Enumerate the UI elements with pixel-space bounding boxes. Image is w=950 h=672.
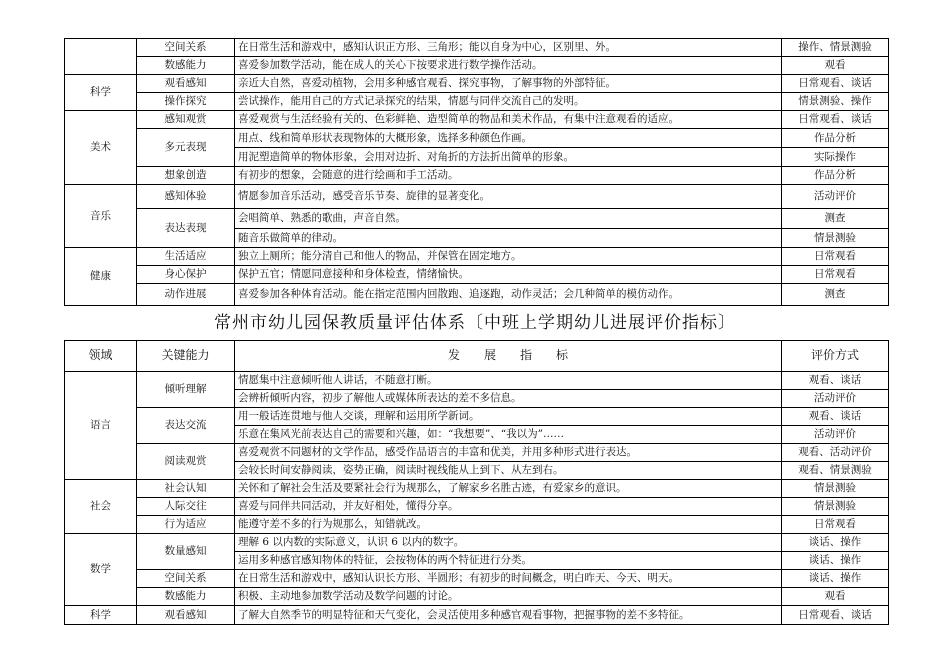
- ability-cell: 多元表现: [137, 129, 235, 167]
- indicator-cell: 情愿参加音乐活动，感受音乐节奏、旋律的显著变化。: [235, 185, 782, 209]
- indicator-cell: 喜爱与同伴共同活动，并友好相处，懂得分享。: [235, 498, 782, 516]
- ability-cell: 观看感知: [137, 606, 235, 625]
- indicator-cell: 在日常生活和游戏中，感知认识长方形、半圆形；有初步的时间概念，明白昨天、今天、明天。: [235, 570, 782, 588]
- method-cell: 日常观看: [782, 516, 889, 534]
- ability-cell: 感知体验: [137, 185, 235, 209]
- method-cell: 观看、活动评价: [782, 444, 889, 462]
- ability-cell: 生活适应: [137, 248, 235, 266]
- table-row: [65, 444, 889, 462]
- method-cell: 观看: [782, 588, 889, 606]
- domain-cell: 科学: [65, 606, 137, 625]
- method-cell: 谈话、操作: [782, 552, 889, 570]
- indicator-cell: 积极、主动地参加数学活动及数学问题的讨论。: [235, 588, 782, 606]
- table-row: [65, 167, 889, 185]
- domain-cell: 社会: [65, 480, 137, 534]
- indicator-cell: 理解 6 以内数的实际意义，认识 6 以内的数字。: [235, 534, 782, 552]
- method-cell: 谈话、操作: [782, 570, 889, 588]
- method-cell: 作品分析: [782, 129, 889, 148]
- method-cell: 作品分析: [782, 167, 889, 185]
- table-row: [65, 57, 889, 75]
- indicator-cell: 亲近大自然，喜爱动植物，会用多种感官观看、探究事物，了解事物的外部特征。: [235, 75, 782, 93]
- ability-cell: 动作进展: [137, 284, 235, 306]
- method-cell: 情景测验: [782, 498, 889, 516]
- table-row: [65, 266, 889, 284]
- indicator-cell: 喜爱观赏与生活经验有关的、色彩鲜艳、造型简单的物品和美术作品，有集中注意观看的适应。: [235, 111, 782, 129]
- indicator-cell: 用泥塑造简单的物体形象，会用对边折、对角折的方法折出简单的形象。: [235, 148, 782, 167]
- table-row: [65, 284, 889, 306]
- domain-cell: 美术: [65, 111, 137, 185]
- indicator-cell: 乐意在集风光前表达自己的需要和兴趣，如：“我想要”、“我以为”……: [235, 426, 782, 444]
- domain-cell: 健康: [65, 248, 137, 306]
- ability-cell: 空间关系: [137, 570, 235, 588]
- indicator-cell: 运用多种感官感知物体的特征，会按物体的两个特征进行分类。: [235, 552, 782, 570]
- table-row: [65, 185, 889, 209]
- domain-cell: [65, 39, 137, 75]
- ability-cell: 数感能力: [137, 57, 235, 75]
- method-cell: 日常观看: [782, 266, 889, 284]
- table-row: [65, 498, 889, 516]
- ability-cell: 人际交往: [137, 498, 235, 516]
- indicator-cell: 有初步的想象，会随意的进行绘画和手工活动。: [235, 167, 782, 185]
- ability-cell: 空间关系: [137, 39, 235, 57]
- ability-cell: 身心保护: [137, 266, 235, 284]
- table-row: [65, 248, 889, 266]
- table-row: [65, 372, 889, 390]
- ability-cell: 表达交流: [137, 408, 235, 444]
- ability-cell: 数感能力: [137, 588, 235, 606]
- method-cell: 观看、谈话: [782, 372, 889, 390]
- method-cell: 测查: [782, 284, 889, 306]
- ability-cell: 阅读观赏: [137, 444, 235, 480]
- indicator-cell: 用点、线和简单形状表现物体的大概形象，选择多种颜色作画。: [235, 129, 782, 148]
- indicator-cell: 会唱简单、熟悉的歌曲，声音自然。: [235, 209, 782, 229]
- ability-cell: 倾听理解: [137, 372, 235, 408]
- page-title: 常州市幼儿园保教质量评估体系〔中班上学期幼儿进展评价指标〕: [214, 313, 736, 333]
- ability-cell: 感知观赏: [137, 111, 235, 129]
- ability-cell: 数量感知: [137, 534, 235, 570]
- table-row: [65, 480, 889, 498]
- method-cell: 实际操作: [782, 148, 889, 167]
- method-cell: 日常观看、谈话: [782, 75, 889, 93]
- indicator-cell: 喜爱参加数学活动，能在成人的关心下按要求进行数学操作活动。: [235, 57, 782, 75]
- indicator-cell: 喜爱参加各种体育活动。能在指定范围内回散跑、追逐跑，动作灵活；会几种简单的模仿动作。: [235, 284, 782, 306]
- indicator-cell: 保护五官；情愿同意接种和身体检查，情绪愉快。: [235, 266, 782, 284]
- table-row: [65, 111, 889, 129]
- method-cell: 活动评价: [782, 426, 889, 444]
- method-cell: 情景测验、操作: [782, 93, 889, 111]
- indicator-cell: 在日常生活和游戏中，感知认识正方形、三角形；能以自身为中心，区别里、外。: [235, 39, 782, 57]
- table-row: [65, 534, 889, 552]
- method-cell: 观看、谈话: [782, 408, 889, 426]
- evaluation-table-top: [64, 38, 889, 306]
- indicator-cell: 情愿集中注意倾听他人讲话，不随意打断。: [235, 372, 782, 390]
- method-cell: 测查: [782, 209, 889, 229]
- table-header-row: [65, 341, 889, 372]
- table-row: [65, 129, 889, 148]
- method-cell: 情景测验: [782, 480, 889, 498]
- header-ability: 关键能力: [137, 341, 235, 372]
- ability-cell: 行为适应: [137, 516, 235, 534]
- table-row: [65, 209, 889, 229]
- indicator-cell: 了解大自然季节的明显特征和天气变化，会灵活使用多种感官观看事物，把握事物的差不多特征。: [235, 606, 782, 625]
- table-row: [65, 570, 889, 588]
- header-indicator: 发 展 指 标: [235, 341, 782, 372]
- ability-cell: 操作探究: [137, 93, 235, 111]
- domain-cell: 科学: [65, 75, 137, 111]
- method-cell: 谈话、操作: [782, 534, 889, 552]
- method-cell: 日常观看、谈话: [782, 111, 889, 129]
- table-row: [65, 93, 889, 111]
- method-cell: 操作、情景测验: [782, 39, 889, 57]
- table-row: [65, 516, 889, 534]
- indicator-cell: 独立上厕所；能分清自己和他人的物品，并保管在固定地方。: [235, 248, 782, 266]
- ability-cell: 社会认知: [137, 480, 235, 498]
- table-row: [65, 588, 889, 606]
- method-cell: 情景测验: [782, 229, 889, 248]
- domain-cell: 音乐: [65, 185, 137, 248]
- method-cell: 日常观看: [782, 248, 889, 266]
- table-row: [65, 606, 889, 625]
- indicator-cell: 喜爱观赏不同题材的文学作品，感受作品语言的丰富和优美，并用多种形式进行表达。: [235, 444, 782, 462]
- table-row: [65, 39, 889, 57]
- ability-cell: 观看感知: [137, 75, 235, 93]
- domain-cell: 语言: [65, 372, 137, 480]
- header-domain: 领域: [65, 341, 137, 372]
- method-cell: 活动评价: [782, 390, 889, 408]
- evaluation-table-bottom: [64, 340, 889, 625]
- indicator-cell: 用一般话连贯地与他人交谈，理解和运用所学新词。: [235, 408, 782, 426]
- table-row: [65, 75, 889, 93]
- method-cell: 观看: [782, 57, 889, 75]
- indicator-cell: 会辨析倾听内容，初步了解他人或媒体所表达的差不多信息。: [235, 390, 782, 408]
- ability-cell: 表达表现: [137, 209, 235, 248]
- domain-cell: 数学: [65, 534, 137, 606]
- indicator-cell: 尝试操作，能用自己的方式记录探究的结果，情愿与同伴交流自己的发明。: [235, 93, 782, 111]
- indicator-cell: 关怀和了解社会生活及要紧社会行为规那么，了解家乡名胜古迹，有爱家乡的意识。: [235, 480, 782, 498]
- indicator-cell: 能遵守差不多的行为规那么，知错就改。: [235, 516, 782, 534]
- indicator-cell: 随音乐做简单的律动。: [235, 229, 782, 248]
- ability-cell: 想象创造: [137, 167, 235, 185]
- method-cell: 观看、情景测验: [782, 462, 889, 480]
- method-cell: 日常观看、谈话: [782, 606, 889, 625]
- indicator-cell: 会较长时间安静阅读，姿势正确，阅读时视线能从上到下、从左到右。: [235, 462, 782, 480]
- table-row: [65, 408, 889, 426]
- header-method: 评价方式: [782, 341, 889, 372]
- method-cell: 活动评价: [782, 185, 889, 209]
